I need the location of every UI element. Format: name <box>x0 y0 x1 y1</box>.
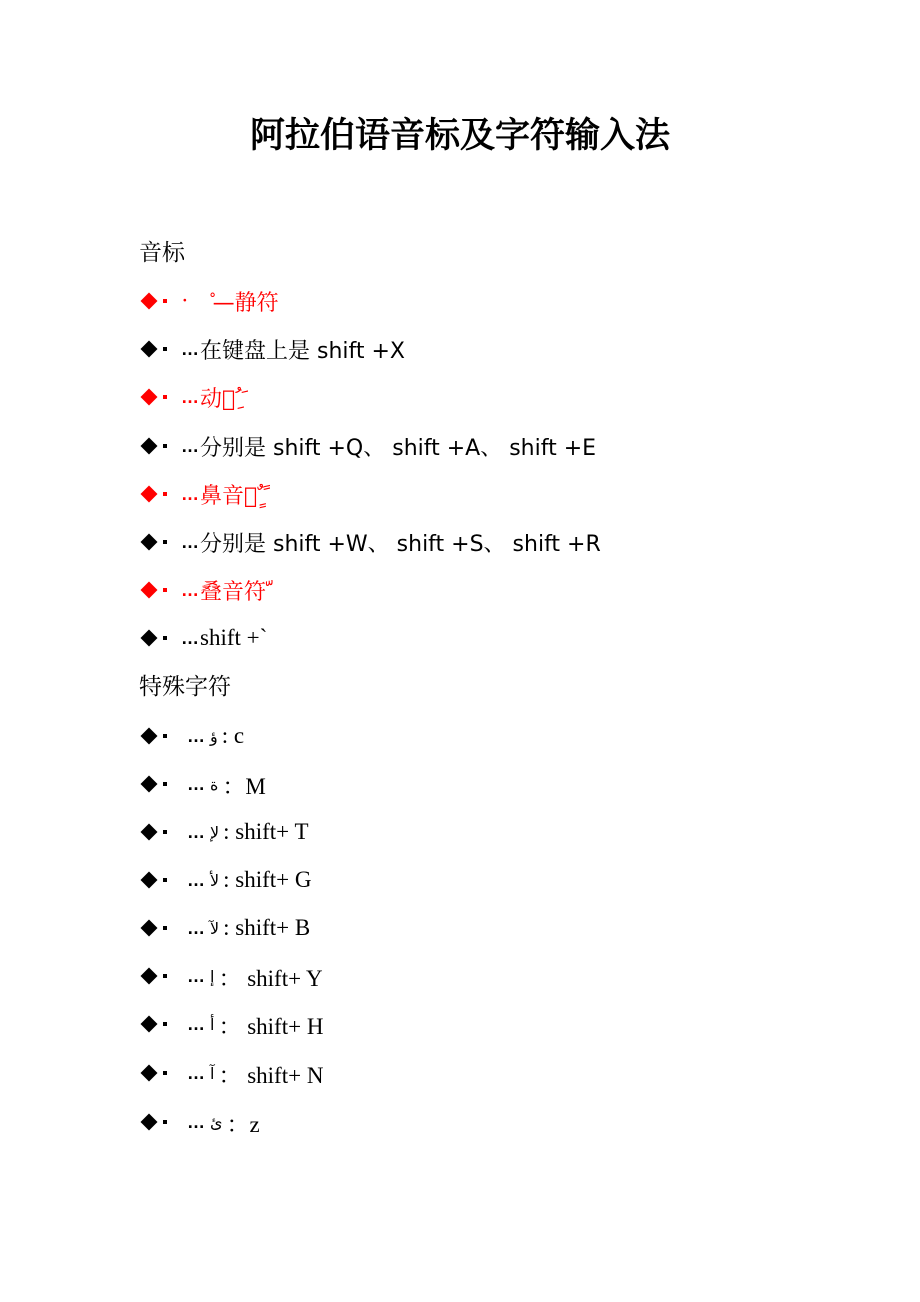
dot-icon <box>163 588 167 592</box>
list-item: … 叠音符 ّ <box>139 574 272 606</box>
list-item: · —静符 <box>139 285 279 317</box>
diamond-bullet-icon <box>141 968 158 985</box>
dot-icon <box>163 299 167 303</box>
dot-icon <box>163 782 167 786</box>
list-item: … ؤ : c <box>139 720 244 752</box>
diamond-bullet-icon <box>141 1065 158 1082</box>
diamond-bullet-icon <box>141 1016 158 1033</box>
list-item: … لأ : shift+ G <box>139 864 312 896</box>
list-item: … 动符ِ ُ َ <box>139 381 248 413</box>
dot-icon <box>163 734 167 738</box>
dot-icon <box>163 830 167 834</box>
diamond-bullet-icon <box>141 438 158 455</box>
diamond-bullet-icon <box>141 776 158 793</box>
dot-icon <box>163 395 167 399</box>
diamond-bullet-icon <box>141 534 158 551</box>
section-heading-special-characters: 特殊字符 <box>139 674 231 700</box>
diamond-bullet-icon <box>141 920 158 937</box>
diamond-bullet-icon <box>141 824 158 841</box>
dot-icon <box>163 974 167 978</box>
list-item: … shift +` <box>139 622 267 654</box>
dot-icon <box>163 492 167 496</box>
dot-icon <box>163 636 167 640</box>
diamond-bullet-icon <box>141 293 158 310</box>
list-item: … لإ : shift+ T <box>139 816 309 848</box>
diamond-bullet-icon <box>141 872 158 889</box>
list-item: … 分别是 shift +W、 shift +S、 shift +R <box>139 526 601 558</box>
dot-icon <box>163 1022 167 1026</box>
dot-icon <box>163 347 167 351</box>
diamond-bullet-icon <box>141 582 158 599</box>
dot-icon <box>163 540 167 544</box>
list-item: … 分别是 shift +Q、 shift +A、 shift +E <box>139 430 596 462</box>
list-item: … ة ：M <box>139 768 266 800</box>
dot-icon <box>163 444 167 448</box>
diamond-bullet-icon <box>141 630 158 647</box>
diamond-bullet-icon <box>141 389 158 406</box>
list-item: … 在键盘上是 shift +X <box>139 333 405 365</box>
section-heading-phonetics: 音标 <box>139 240 185 266</box>
list-item: … 鼻音符ٍ ٌ ً <box>139 478 270 510</box>
list-item: … أ ： shift+ H <box>139 1008 323 1040</box>
dot-icon <box>163 1120 167 1124</box>
page-title: 阿拉伯语音标及字符输入法 <box>249 116 670 156</box>
dot-icon <box>163 926 167 930</box>
dot-icon <box>163 878 167 882</box>
list-item: … لآ : shift+ B <box>139 912 310 944</box>
list-item: … إ ： shift+ Y <box>139 960 323 992</box>
diamond-bullet-icon <box>141 341 158 358</box>
dot-icon <box>163 1071 167 1075</box>
list-item: … ئ ：z <box>139 1106 260 1138</box>
list-item: … آ ： shift+ N <box>139 1057 323 1089</box>
diamond-bullet-icon <box>141 728 158 745</box>
diamond-bullet-icon <box>141 486 158 503</box>
diamond-bullet-icon <box>141 1114 158 1131</box>
